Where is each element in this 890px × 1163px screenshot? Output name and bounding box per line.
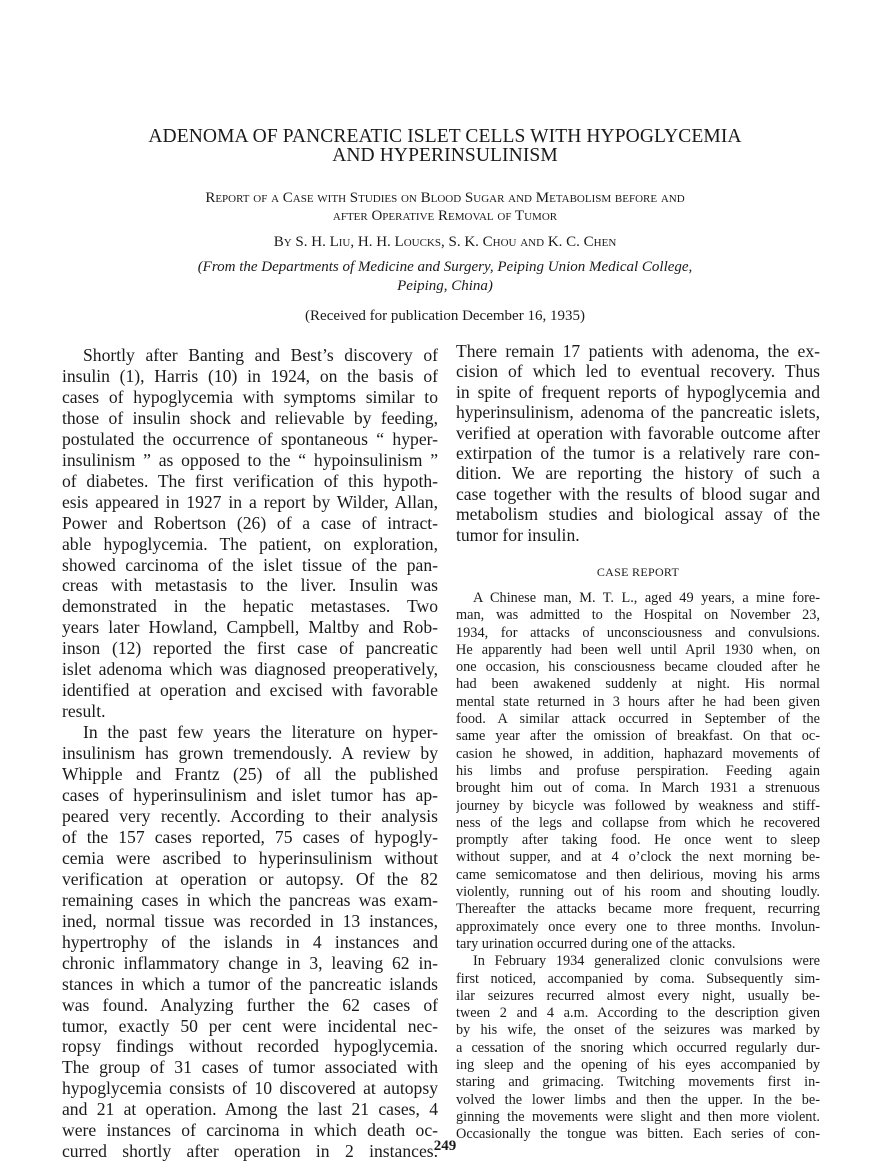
text-line: mental state returned in 3 hours after he had been given — [456, 693, 820, 710]
text-line: had been awakened suddenly at night. His normal — [456, 676, 820, 693]
text-line: ness of the legs and collapse from which he recovered — [456, 814, 820, 831]
text-line: cases of hypoglycemia with symptoms similar to — [62, 386, 438, 407]
text-line: tween 2 and 4 a.m. According to the description given — [456, 1005, 820, 1022]
text-line: his limbs and profuse perspiration. Feeding again — [456, 762, 820, 779]
text-line: 1934, for attacks of unconsciousness and convulsions. — [456, 624, 820, 641]
subtitle-line: after Operative Removal of Tumor — [332, 208, 558, 224]
text-line: able hypoglycemia. The patient, on exploration, — [62, 533, 438, 554]
text-line: staring and grimacing. Twitching movements first in- — [456, 1074, 820, 1091]
text-line: ilar seizures recurred almost every night, usually be- — [456, 987, 820, 1004]
text-line: man, was admitted to the Hospital on November 23, — [456, 607, 820, 624]
title-line: AND HYPERINSULINISM — [332, 145, 558, 166]
paragraph — [62, 345, 438, 722]
text-line: a cessation of the snoring which occurred regularly dur- — [456, 1039, 820, 1056]
paper-subtitle — [0, 189, 890, 225]
text-line: insulin (1), Harris (10) in 1924, on the basis of — [62, 365, 438, 386]
text-line: same year after the omission of breakfast. On that oc- — [456, 728, 820, 745]
text-line: those of insulin shock and relievable by feeding, — [62, 407, 438, 428]
case-report-body — [456, 590, 820, 1144]
paragraph — [456, 341, 820, 545]
text-line: ined, normal tissue was recorded in 13 instances, — [62, 910, 438, 931]
text-line: one occasion, his consciousness became clouded after he — [456, 659, 820, 676]
text-line: The group of 31 cases of tumor associated with — [62, 1057, 438, 1078]
paragraph — [456, 590, 820, 953]
text-line: food. A similar attack occurred in September of the — [456, 711, 820, 728]
section-heading-case-report: CASE REPORT — [596, 565, 680, 579]
text-line: A Chinese man, M. T. L., aged 49 years, a mine fore- — [473, 590, 820, 606]
text-line: hypoglycemia consists of 10 discovered at autopsy — [62, 1078, 438, 1099]
text-line: by his wife, the onset of the seizures was marked by — [456, 1022, 820, 1039]
text-line: ropsy findings without recorded hypoglycemia. — [62, 1036, 438, 1057]
text-line: years later Howland, Campbell, Maltby and Rob- — [62, 617, 438, 638]
text-line: journey by bicycle was followed by weakness and stiff- — [456, 797, 820, 814]
text-line: was found. Analyzing further the 62 cases of — [62, 994, 438, 1015]
text-line: verified at operation with favorable outcome after — [456, 422, 820, 443]
text-line: were instances of carcinoma in which death oc- — [62, 1120, 438, 1141]
text-line: dition. We are reporting the history of such a — [456, 463, 820, 484]
text-line: There remain 17 patients with adenoma, the ex- — [456, 341, 820, 361]
text-line: in spite of frequent reports of hypoglycemia and — [456, 381, 820, 402]
text-line: Shortly after Banting and Best’s discovery of — [83, 345, 438, 365]
paragraph — [456, 953, 820, 1143]
text-line: In the past few years the literature on hyper- — [83, 722, 438, 743]
text-line: esis appeared in 1927 in a report by Wilder, Allan, — [62, 491, 438, 512]
affiliation-line: (From the Departments of Medicine and Surgery, Peiping Union Medical College, — [197, 259, 693, 275]
text-line: curred shortly after operation in 2 instances. — [62, 1141, 438, 1162]
text-line: ginning the movements were slight and then more violent. — [456, 1108, 820, 1125]
text-line: In February 1934 generalized clonic convulsions were — [473, 953, 820, 970]
text-line: tumor for insulin. — [456, 524, 580, 545]
text-line: insulinism ” as opposed to the “ hypoinsulinism ” — [62, 449, 438, 470]
text-line: violently, running out of his room and shouting loudly. — [456, 884, 820, 901]
text-line: cemia were ascribed to hyperinsulinism without — [62, 847, 438, 868]
text-line: Whipple and Frantz (25) of all the published — [62, 764, 438, 785]
text-line: metabolism studies and biological assay of the — [456, 504, 820, 525]
text-line: Thereafter the attacks became more frequent, recurring — [456, 901, 820, 918]
received-date: (Received for publication December 16, 1935) — [305, 308, 585, 324]
text-line: remaining cases in which the pancreas was exam- — [62, 889, 438, 910]
text-line: showed carcinoma of the islet tissue of the pan- — [62, 554, 438, 575]
text-line: approximately once every one to three months. Involun- — [456, 918, 820, 935]
title-line: ADENOMA OF PANCREATIC ISLET CELLS WITH HYPOGLYCEMIA — [148, 126, 742, 147]
text-line: hypertrophy of the islands in 4 instances and — [62, 931, 438, 952]
text-line: cision of which led to eventual recovery. Thus — [456, 361, 820, 382]
text-line: Power and Robertson (26) of a case of intract- — [62, 512, 438, 533]
paper-title — [0, 127, 890, 165]
text-line: and 21 at operation. Among the last 21 cases, 4 — [62, 1099, 438, 1120]
text-line: extirpation of the tumor is a relatively rare con- — [456, 443, 820, 464]
text-line: first noticed, accompanied by coma. Subsequently sim- — [456, 970, 820, 987]
text-line: stances in which a tumor of the pancreatic islands — [62, 973, 438, 994]
text-line: demonstrated in the hepatic metastases. Two — [62, 596, 438, 617]
text-line: identified at operation and excised with favorable — [62, 680, 438, 701]
text-line: verification at operation or autopsy. Of the 82 — [62, 868, 438, 889]
paragraph — [62, 722, 438, 1162]
text-line: chronic inflammatory change in 3, leaving 62 in- — [62, 952, 438, 973]
text-line: came semicomatose and then delirious, moving his arms — [456, 866, 820, 883]
text-line: promptly after taking food. He once went to sleep — [456, 832, 820, 849]
text-line: cases of hyperinsulinism and islet tumor has ap- — [62, 785, 438, 806]
text-line: Occasionally the tongue was bitten. Each series of con- — [456, 1126, 820, 1143]
text-line: islet adenoma which was diagnosed preoperatively, — [62, 659, 438, 680]
text-line: of the 157 cases reported, 75 cases of hypogly- — [62, 826, 438, 847]
text-line: tary urination occurred during one of the attacks. — [456, 935, 736, 952]
left-column — [62, 345, 438, 1162]
text-line: ing sleep and the opening of his eyes accompanied by — [456, 1057, 820, 1074]
text-line: tumor, exactly 50 per cent were incidental nec- — [62, 1015, 438, 1036]
text-line: case together with the results of blood sugar and — [456, 483, 820, 504]
text-line: creas with metastasis to the liver. Insulin was — [62, 575, 438, 596]
text-line: postulated the occurrence of spontaneous “ hyper- — [62, 428, 438, 449]
right-column-intro — [456, 341, 820, 545]
text-line: He apparently had been well until April 1930 when, on — [456, 641, 820, 658]
text-line: result. — [62, 701, 106, 722]
text-line: insulinism has grown tremendously. A review by — [62, 743, 438, 764]
subtitle-line: Report of a Case with Studies on Blood Sugar and Metabolism before and — [205, 190, 685, 206]
text-line: brought him out of coma. In March 1931 a strenuous — [456, 780, 820, 797]
text-line: hyperinsulinism, adenoma of the pancreatic islets, — [456, 402, 820, 423]
text-line: without supper, and at 4 o’clock the next morning be- — [456, 849, 820, 866]
text-line: peared very recently. According to their analysis — [62, 805, 438, 826]
authors: By S. H. Liu, H. H. Loucks, S. K. Chou and K. C. Chen — [273, 234, 617, 250]
affiliation-line: Peiping, China) — [397, 278, 493, 294]
page-number: 249 — [433, 1138, 457, 1154]
text-line: inson (12) reported the first case of pancreatic — [62, 638, 438, 659]
affiliation — [0, 258, 890, 296]
text-line: volved the lower limbs and then the upper. In the be- — [456, 1091, 820, 1108]
text-line: casion he showed, in addition, haphazard movements of — [456, 745, 820, 762]
text-line: of diabetes. The first verification of this hypoth- — [62, 470, 438, 491]
